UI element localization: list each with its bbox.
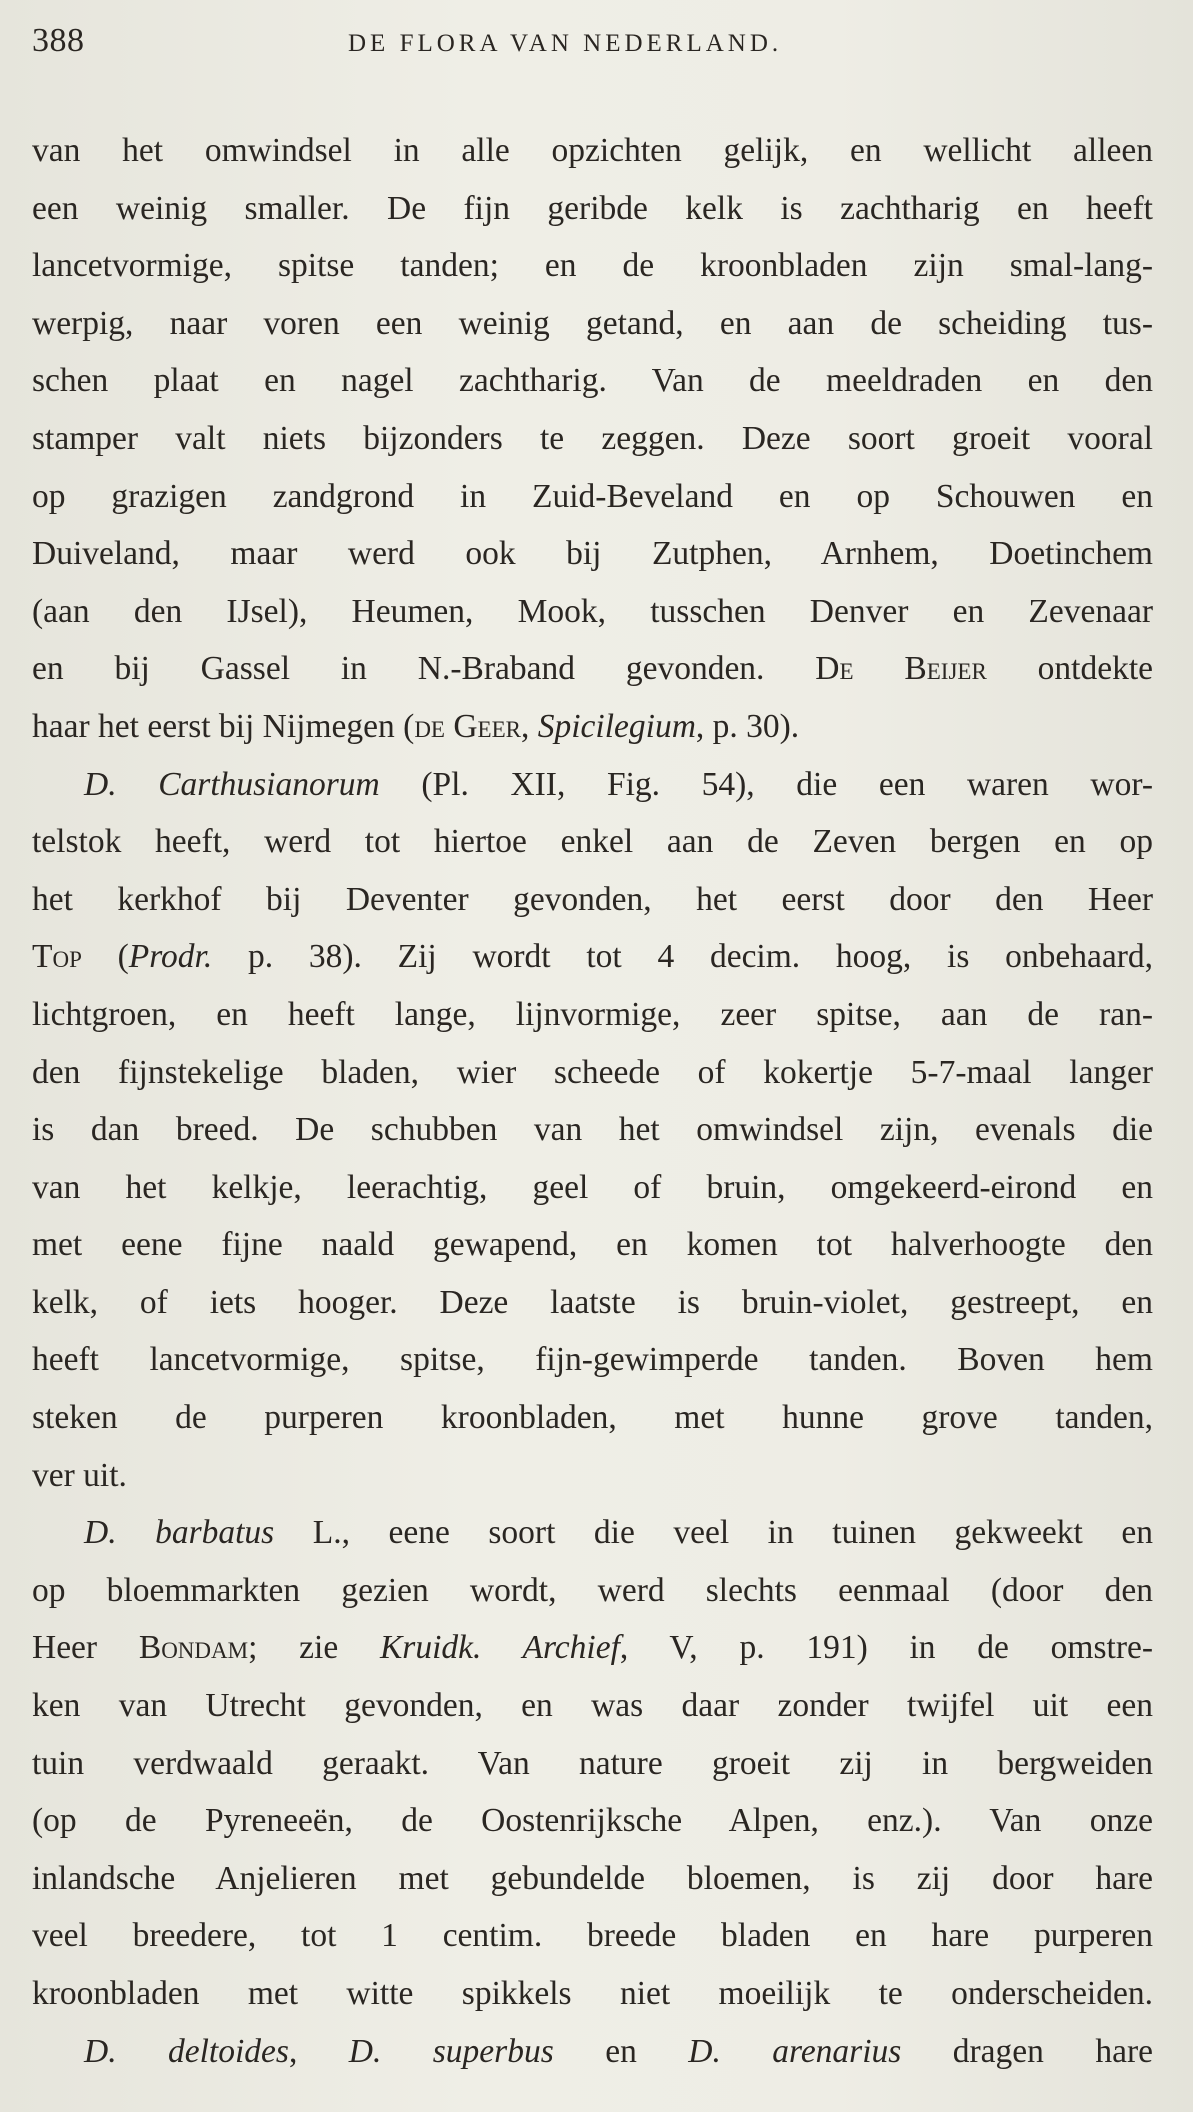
text-run: op grazigen zandgrond in Zuid-Beveland en op Schouwen en [32,477,1153,515]
italic-text: Kruidk. Archief [379,1629,620,1667]
text-line [32,1562,1153,1620]
text-line [32,583,1153,641]
text-run: ken van Utrecht gevonden, en was daar zonder twijfel uit een [32,1687,1153,1725]
text-run: een weinig smaller. De fijn geribde kelk is zachtharig en heeft [32,189,1153,227]
text-run: kelk, of iets hooger. Deze laatste is bruin-violet, gestreept, en [32,1283,1153,1321]
text-run: Duiveland, maar werd ook bij Zutphen, Arnhem, Doetinchem [32,535,1153,573]
italic-text: D. superbus [348,2032,554,2070]
text-line [32,2023,1153,2081]
text-run: van het kelkje, leerachtig, geel of bruin, omgekeerd-eirond en [32,1168,1153,1206]
running-head [32,16,1153,76]
text-line [32,1907,1153,1965]
text-line [32,180,1153,238]
text-run: L., eene soort die veel in tuinen gekweekt en [274,1514,1154,1552]
text-run: stamper valt niets bijzonders te zeggen. Deze soort groeit vooral [32,419,1153,457]
text-run: ontdekte [986,650,1154,688]
small-caps-name: de Geer [414,707,521,745]
text-line [32,1216,1153,1274]
text-run: haar het eerst bij Nijmegen ( [32,707,415,745]
text-run: kroonbladen met witte spikkels niet moeilijk te onderscheiden. [32,1975,1153,2012]
italic-text: D. arenarius [688,2032,902,2070]
text-run: ( [81,938,129,976]
text-line [32,1101,1153,1159]
page-number: 388 [32,22,85,59]
text-run: van het omwindsel in alle opzichten gelijk, en wellicht alleen [32,132,1153,169]
text-line [32,468,1153,526]
text-run: (op de Pyreneeën, de Oostenrijksche Alpen, enz.). Van onze [32,1802,1153,1840]
text-run: ver uit. [32,1456,127,1494]
text-line [32,1850,1153,1908]
text-run: (Pl. XII, Fig. 54), die een waren wor- [379,765,1153,803]
text-run: op bloemmarkten gezien wordt, werd slechts eenmaal (door den [32,1571,1153,1609]
text-line [32,698,1153,756]
text-line [32,1965,1153,2023]
small-caps-name: Bondam [138,1629,249,1667]
italic-text: D. barbatus [84,1514,275,1552]
text-run: en [553,2032,689,2070]
text-line [32,122,1153,180]
text-line [32,1389,1153,1447]
text-line [32,1044,1153,1102]
italic-text: Spicilegium [537,707,696,745]
text-run: schen plaat en nagel zachtharig. Van de meeldraden en den [32,362,1153,400]
text-run: lancetvormige, spitse tanden; en de kroonbladen zijn smal-lang- [32,247,1153,285]
text-run: (aan den IJsel), Heumen, Mook, tusschen Denver en Zevenaar [32,592,1153,630]
text-line [32,1619,1153,1677]
text-run: , [288,2032,349,2070]
small-caps-name: De Beijer [815,650,987,688]
body-text [32,122,1153,2080]
text-line [32,1447,1153,1505]
text-run: heeft lancetvormige, spitse, fijn-gewimperde tanden. Boven hem [32,1341,1153,1379]
text-run: , V, p. 191) in de omstre- [619,1629,1154,1667]
text-run: veel breedere, tot 1 centim. breede bladen en hare purperen [32,1917,1153,1955]
text-line [32,295,1153,353]
text-run: werpig, naar voren een weinig getand, en aan de scheiding tus- [32,304,1153,342]
text-run: den fijnstekelige bladen, wier scheede of kokertje 5-7-maal langer [32,1053,1153,1091]
italic-text: D. deltoides [84,2032,289,2070]
text-run: het kerkhof bij Deventer gevonden, het eerst door den Heer [32,880,1153,918]
text-run: en bij Gassel in N.-Braband gevonden. [32,650,816,688]
text-run: inlandsche Anjelieren met gebundelde bloemen, is zij door hare [32,1859,1153,1897]
text-line [32,1331,1153,1389]
text-line [32,986,1153,1044]
text-line [32,1677,1153,1735]
text-run: steken de purperen kroonbladen, met hunne grove tanden, [32,1399,1153,1437]
text-run: telstok heeft, werd tot hiertoe enkel aan de Zeven bergen en op [32,823,1153,861]
text-line [32,1735,1153,1793]
text-run: dragen hare [901,2032,1153,2070]
text-line [32,352,1153,410]
text-line [32,813,1153,871]
text-run: , p. 30). [695,707,800,745]
text-run: ; zie [248,1629,380,1667]
text-line [32,525,1153,583]
text-line [32,1159,1153,1217]
text-line [32,756,1153,814]
text-line [32,640,1153,698]
text-run: , [520,707,538,745]
text-line [32,928,1153,986]
text-run: met eene fijne naald gewapend, en komen tot halverhoogte den [32,1226,1153,1264]
text-run: p. 38). Zij wordt tot 4 decim. hoog, is onbehaard, [212,938,1154,976]
text-line [32,1504,1153,1562]
text-line [32,410,1153,468]
italic-text: Prodr. [128,938,213,976]
text-line [32,1274,1153,1332]
text-line [32,237,1153,295]
text-run: tuin verdwaald geraakt. Van nature groeit zij in bergweiden [32,1744,1153,1782]
italic-text: D. Carthusianorum [84,765,380,803]
text-run: lichtgroen, en heeft lange, lijnvormige, zeer spitse, aan de ran- [32,995,1153,1033]
text-line [32,871,1153,929]
text-run: is dan breed. De schubben van het omwindsel zijn, evenals die [32,1111,1153,1149]
small-caps-name: Top [32,938,82,976]
running-title: DE FLORA VAN NEDERLAND. [348,30,783,57]
text-run: Heer [32,1629,139,1667]
text-line [32,1792,1153,1850]
